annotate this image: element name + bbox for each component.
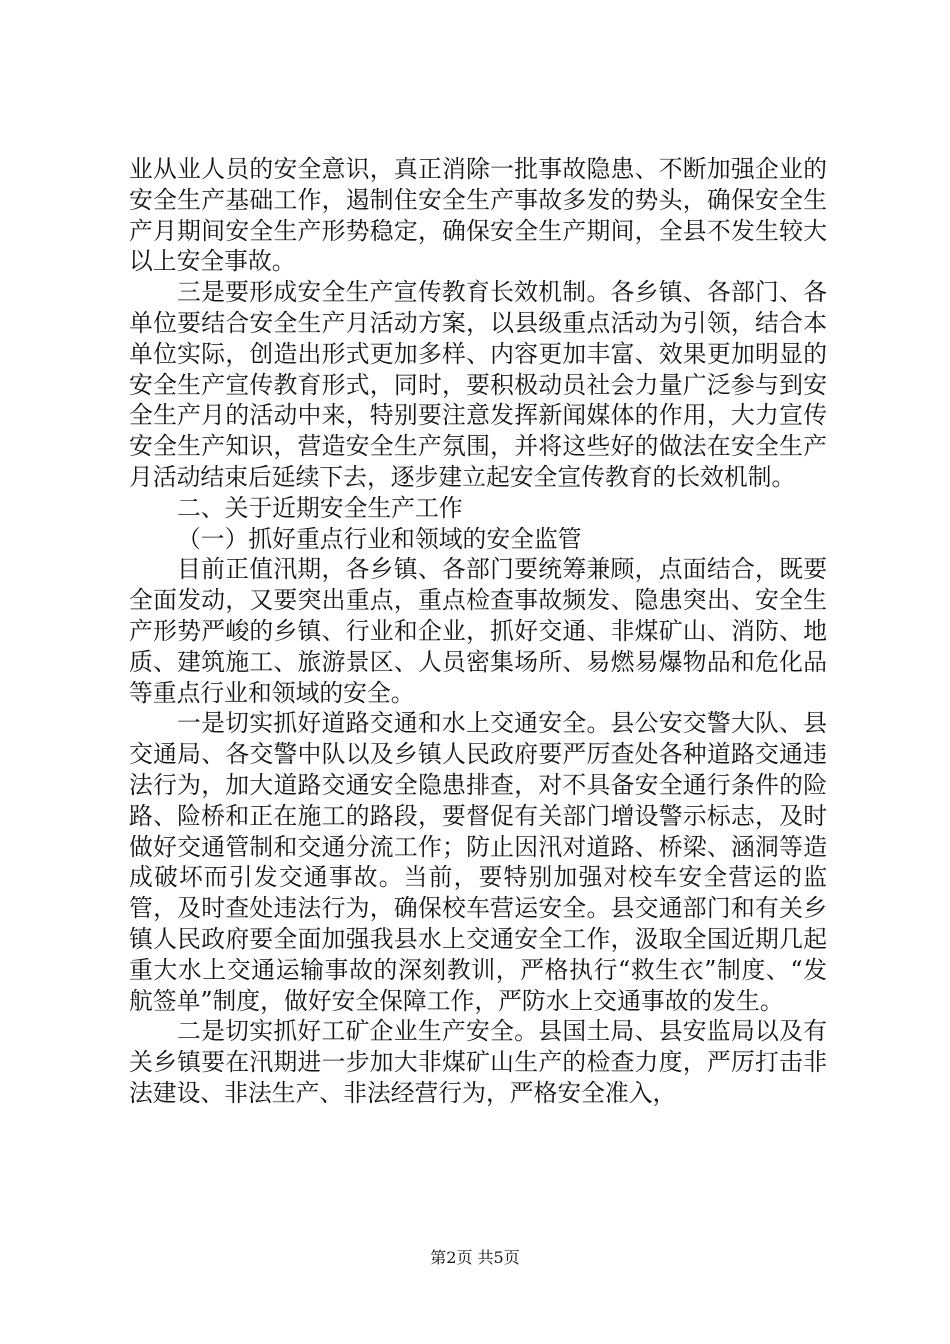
subsection-heading: （一）抓好重点行业和领域的安全监管 <box>177 524 582 553</box>
paragraph-mining-safety: 二是切实抓好工矿企业生产安全。县国土局、县安监局以及有关乡镇要在汛期进一步加大非煤矿山生产的检查力度，严厉打击非法建设、非法生产、非法经营行为，严格安全准入， <box>129 1017 827 1107</box>
page-number-footer: 第2页 共5页 <box>430 1248 520 1267</box>
document-body <box>129 154 827 1109</box>
paragraph-continuation: 业从业人员的安全意识，真正消除一批事故隐患、不断加强企业的安全生产基础工作，遏制住安全生产事故多发的势头，确保安全生产月期间安全生产形势稳定，确保安全生产期间，全县不发生较大以上安全事故。 <box>129 155 827 276</box>
paragraph-publicity-mechanism: 三是要形成安全生产宣传教育长效机制。各乡镇、各部门、各单位要结合安全生产月活动方案，以县级重点活动为引领，结合本单位实际，创造出形式更加多样、内容更加丰富、效果更加明显的安全生产宣传教育形式，同时，要积极动员社会力量广泛参与到安全生产月的活动中来，特别要注意发挥新闻媒体的作用，大力宣传安全生产知识，营造安全生产氛围，并将这些好的做法在安全生产月活动结束后延续下去，逐步建立起安全宣传教育的长效机制。 <box>129 278 827 491</box>
paragraph-flood-season: 目前正值汛期，各乡镇、各部门要统筹兼顾，点面结合，既要全面发动，又要突出重点，重点检查事故频发、隐患突出、安全生产形势严峻的乡镇、行业和企业，抓好交通、非煤矿山、消防、地质、建筑施工、旅游景区、人员密集场所、易燃易爆物品和危化品等重点行业和领域的安全。 <box>129 555 827 707</box>
section-heading: 二、关于近期安全生产工作 <box>177 493 463 522</box>
paragraph-traffic-safety: 一是切实抓好道路交通和水上交通安全。县公安交警大队、县交通局、各交警中队以及乡镇人民政府要严厉查处各种道路交通违法行为，加大道路交通安全隐患排查，对不具备安全通行条件的险路、险桥和正在施工的路段，要督促有关部门增设警示标志，及时做好交通管制和交通分流工作；防止因汛对道路、桥梁、涵洞等造成破坏而引发交通事故。当前，要特别加强对校车安全营运的监管，及时查处违法行为，确保校车营运安全。县交通部门和有关乡镇人民政府要全面加强我县水上交通安全工作，汲取全国近期几起重大水上交通运输事故的深刻教训，严格执行“救生衣”制度、“发航签单”制度，做好安全保障工作，严防水上交通事故的发生。 <box>129 709 827 1015</box>
